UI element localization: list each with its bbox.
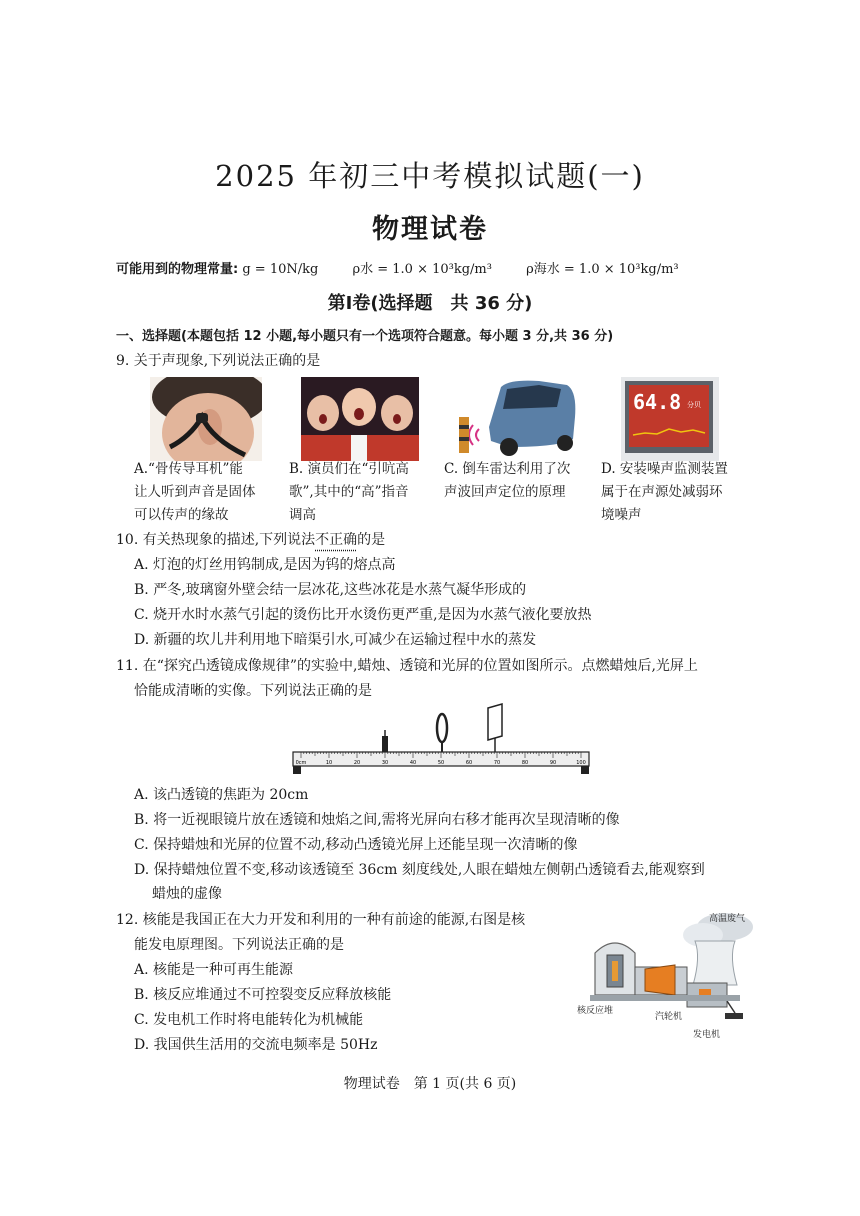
- q9-d-line2: 属于在声源处减弱环: [601, 484, 723, 500]
- label-reactor: 核反应堆: [577, 1006, 614, 1016]
- car-parking-radar-image: [449, 377, 579, 461]
- constant-rho-water: ρ水 = 1.0 × 10³kg/m³: [352, 262, 492, 277]
- q9-d-line1: D. 安装噪声监测装置: [601, 461, 728, 477]
- q11-option-d[interactable]: D. 保持蜡烛位置不变,移动该透镜至 36cm 刻度线处,人眼在蜡烛左侧朝凸透镜看去,能观察到: [134, 862, 705, 878]
- noise-monitor-image: [621, 377, 719, 461]
- section-heading: 一、选择题(本题包括 12 小题,每小题只有一个选项符合题意。每小题 3 分,共 36 分): [116, 329, 614, 344]
- monitor-reading: 64.8: [633, 390, 682, 414]
- ruler-label: 30: [381, 760, 389, 766]
- q10-option-b[interactable]: B. 严冬,玻璃窗外壁会结一层冰花,这些冰花是水蒸气凝华形成的: [134, 582, 527, 598]
- label-waste-gas: 高温废气: [709, 914, 746, 924]
- q10-stem-emphasis: 不正确: [315, 532, 358, 548]
- volume-title: 第Ⅰ卷(选择题 共 36 分): [327, 293, 533, 314]
- constants-line: [116, 258, 766, 277]
- q11-option-d-cont: 蜡烛的虚像: [152, 886, 222, 902]
- q12-option-b[interactable]: B. 核反应堆通过不可控裂变反应释放核能: [134, 987, 392, 1003]
- monitor-unit: 分贝: [687, 401, 701, 409]
- q9-a-line3: 可以传声的缘故: [134, 507, 229, 523]
- q9-option-c[interactable]: [444, 458, 584, 504]
- q9-a-line1: A.“骨传导耳机”能: [134, 461, 243, 477]
- subject-title: 物理试卷: [372, 214, 488, 245]
- q9-a-line2: 让人听到声音是固体: [134, 484, 256, 500]
- ruler-label: 100: [576, 760, 586, 766]
- q9-c-line1: C. 倒车雷达利用了次: [444, 461, 571, 477]
- q11-stem-line1: 11. 在“探究凸透镜成像规律”的实验中,蜡烛、透镜和光屏的位置如图所示。点燃蜡烛后,光屏上: [116, 658, 698, 674]
- q12-option-a[interactable]: A. 核能是一种可再生能源: [134, 962, 294, 978]
- ruler-label: 50: [437, 760, 445, 766]
- q9-b-line2: 歌”,其中的“高”指音: [289, 484, 409, 500]
- q10-option-c[interactable]: C. 烧开水时水蒸气引起的烫伤比开水烫伤更严重,是因为水蒸气液化要放热: [134, 607, 592, 623]
- q12-option-d[interactable]: D. 我国供生活用的交流电频率是 50Hz: [134, 1037, 378, 1053]
- q12-stem-line1: 12. 核能是我国正在大力开发和利用的一种有前途的能源,右图是核: [116, 912, 526, 928]
- q9-option-b[interactable]: [289, 458, 429, 527]
- q9-option-d[interactable]: [601, 458, 741, 527]
- ruler-label: 10: [325, 760, 333, 766]
- ruler-label: 40: [409, 760, 417, 766]
- ruler-label: 90: [549, 760, 557, 766]
- q12-option-c[interactable]: C. 发电机工作时将电能转化为机械能: [134, 1012, 364, 1028]
- q10-option-a[interactable]: A. 灯泡的灯丝用钨制成,是因为钨的熔点高: [134, 557, 396, 573]
- q9-stem: 9. 关于声现象,下列说法正确的是: [116, 353, 321, 369]
- q11-stem-line2: 恰能成清晰的实像。下列说法正确的是: [134, 683, 372, 699]
- label-turbine: 汽轮机: [655, 1012, 683, 1022]
- convex-lens-icon: [437, 714, 447, 752]
- nuclear-power-diagram: [575, 905, 760, 1040]
- q10-stem-pre: 10. 有关热现象的描述,下列说法: [116, 532, 316, 548]
- q11-option-b[interactable]: B. 将一近视眼镜片放在透镜和烛焰之间,需将光屏向右移才能再次呈现清晰的像: [134, 812, 620, 828]
- bone-conduction-headphone-image: [150, 377, 262, 461]
- label-generator: 发电机: [693, 1030, 721, 1040]
- ruler-label: 70: [493, 760, 501, 766]
- q9-c-line2: 声波回声定位的原理: [444, 484, 566, 500]
- q9-d-line3: 境噪声: [601, 507, 642, 523]
- q12-stem-line2: 能发电原理图。下列说法正确的是: [134, 937, 344, 953]
- ruler-label: 60: [465, 760, 473, 766]
- light-screen-icon: [488, 704, 502, 752]
- constants-label: 可能用到的物理常量:: [116, 262, 239, 277]
- ruler-label: 80: [521, 760, 529, 766]
- q9-b-line1: B. 演员们在“引吭高: [289, 461, 409, 477]
- page-footer: 物理试卷 第 1 页(共 6 页): [343, 1076, 517, 1092]
- q10-stem: [116, 530, 385, 550]
- ruler-label: 0cm: [295, 760, 307, 766]
- singers-image: [301, 377, 419, 461]
- constant-g: g = 10N/kg: [242, 262, 319, 277]
- q11-option-a[interactable]: A. 该凸透镜的焦距为 20cm: [134, 787, 309, 803]
- optical-bench-figure: [290, 700, 595, 778]
- constant-rho-seawater: ρ海水 = 1.0 × 10³kg/m³: [526, 262, 679, 277]
- candle-icon: [382, 736, 388, 752]
- q9-b-line3: 调高: [289, 507, 316, 523]
- q10-stem-post: 的是: [357, 532, 386, 548]
- exam-title: 2025 年初三中考模拟试题(一): [215, 159, 645, 193]
- q10-option-d[interactable]: D. 新疆的坎儿井利用地下暗渠引水,可减少在运输过程中水的蒸发: [134, 632, 537, 648]
- ruler-label: 20: [353, 760, 361, 766]
- q11-option-c[interactable]: C. 保持蜡烛和光屏的位置不动,移动凸透镜光屏上还能呈现一次清晰的像: [134, 837, 578, 853]
- q9-option-a[interactable]: [134, 458, 274, 527]
